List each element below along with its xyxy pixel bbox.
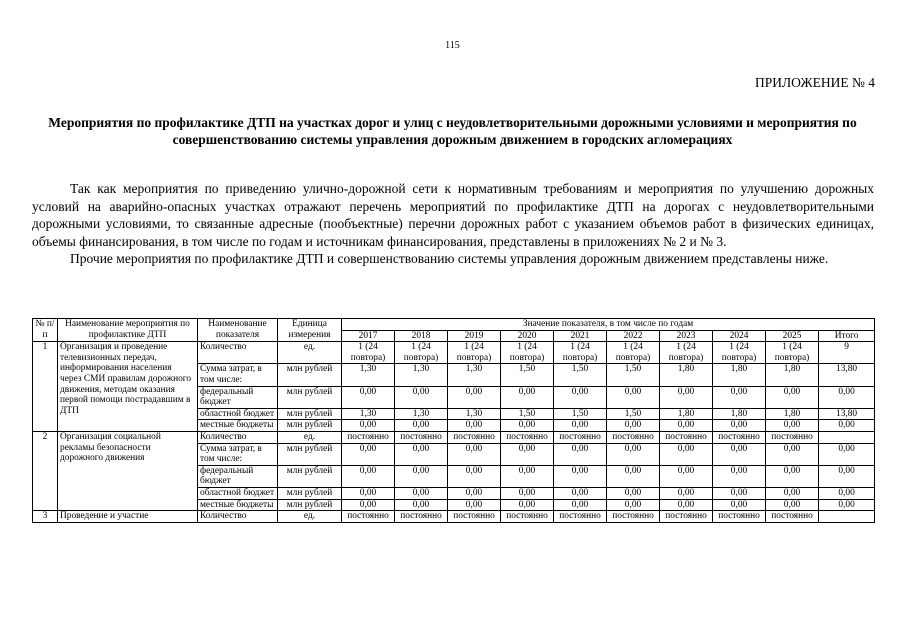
value-cell: 0,00 (448, 443, 501, 465)
value-cell: 0,00 (713, 443, 766, 465)
unit-cell: ед. (278, 431, 342, 443)
unit-cell: млн рублей (278, 499, 342, 511)
value-cell: 0,00 (766, 420, 819, 432)
value-cell: 1,50 (554, 408, 607, 420)
value-cell: 1 (24 повтора) (501, 342, 554, 364)
indicator-name: областной бюджет (198, 487, 278, 499)
value-cell: 1 (24 повтора) (766, 342, 819, 364)
value-cell: 1,80 (713, 408, 766, 420)
value-cell: постоянно (342, 431, 395, 443)
indicator-name: Количество (198, 431, 278, 443)
measure-number: 1 (33, 342, 58, 432)
value-cell: 0,00 (713, 420, 766, 432)
header-year: 2020 (501, 330, 554, 342)
indicator-name: местные бюджеты (198, 420, 278, 432)
value-cell: 1,30 (342, 364, 395, 386)
value-cell: 0,00 (554, 465, 607, 487)
value-cell: 0,00 (607, 465, 660, 487)
measures-body (33, 342, 875, 523)
table-row (33, 431, 875, 443)
value-cell: 0,00 (766, 386, 819, 408)
total-cell: 0,00 (819, 487, 875, 499)
indicator-name: местные бюджеты (198, 499, 278, 511)
value-cell: 1,30 (448, 364, 501, 386)
value-cell: 1 (24 повтора) (554, 342, 607, 364)
total-cell: 13,80 (819, 408, 875, 420)
intro-text (32, 180, 874, 268)
value-cell: постоянно (607, 511, 660, 523)
total-cell: 0,00 (819, 443, 875, 465)
value-cell: 0,00 (607, 499, 660, 511)
value-cell: постоянно (713, 431, 766, 443)
value-cell: 0,00 (607, 487, 660, 499)
value-cell: 1,50 (554, 364, 607, 386)
value-cell: 0,00 (660, 487, 713, 499)
unit-cell: млн рублей (278, 487, 342, 499)
table-row (33, 511, 875, 523)
intro-paragraph: Прочие мероприятия по профилактике ДТП и совершенствованию системы управления дорожным движением представлены ниже. (70, 251, 829, 267)
total-cell: 0,00 (819, 386, 875, 408)
value-cell: постоянно (448, 431, 501, 443)
appendix-label: ПРИЛОЖЕНИЕ № 4 (754, 75, 875, 90)
total-cell (819, 431, 875, 443)
value-cell: 0,00 (660, 420, 713, 432)
value-cell: 0,00 (713, 499, 766, 511)
indicator-name: федеральный бюджет (198, 386, 278, 408)
page-number: 115 (445, 40, 460, 51)
value-cell: 0,00 (501, 420, 554, 432)
document-title: Мероприятия по профилактике ДТП на участках дорог и улиц с неудовлетворительными дорожными условиями и мероприятия по совершенствованию системы управления дорожным движением в городских агломерациях (48, 115, 857, 147)
header-indicator: Наименование показателя (198, 319, 278, 342)
intro-paragraph: Так как мероприятия по приведению улично-дорожной сети к нормативным требованиям и мероприятия по улучшению дорожных условий на аварийно-опасных участках отражают перечень мероприятий по профилактике ДТП на дорогах с неудовлетворительными дорожными условиями, то связанные адресные (пообъектные) перечни дорожных работ с указанием объемов работ в физических единицах, объемы финансирования, в том числе по годам и источникам финансирования, представлены в приложениях № 2 и № 3. (32, 181, 874, 249)
value-cell: 0,00 (395, 499, 448, 511)
value-cell: 0,00 (342, 386, 395, 408)
header-name: Наименование мероприятия по профилактике ДТП (58, 319, 198, 342)
measure-name: Организация социальной рекламы безопасности дорожного движения (58, 431, 198, 510)
value-cell: постоянно (554, 431, 607, 443)
header-year: 2023 (660, 330, 713, 342)
value-cell: 1,80 (660, 364, 713, 386)
value-cell: 0,00 (713, 386, 766, 408)
measure-name: Организация и проведение телевизионных передач, информирования населения через СМИ правилам дорожного движения, методам оказания первой помощи пострадавшим в ДТП (58, 342, 198, 432)
value-cell: 0,00 (660, 465, 713, 487)
value-cell: 0,00 (713, 487, 766, 499)
value-cell: 0,00 (342, 420, 395, 432)
value-cell: 0,00 (660, 386, 713, 408)
value-cell: 0,00 (660, 443, 713, 465)
value-cell: постоянно (395, 511, 448, 523)
indicator-name: Сумма затрат, в том числе: (198, 443, 278, 465)
value-cell: 0,00 (448, 465, 501, 487)
value-cell: 1,50 (501, 364, 554, 386)
header-year: 2017 (342, 330, 395, 342)
unit-cell: ед. (278, 342, 342, 364)
total-cell: 9 (819, 342, 875, 364)
value-cell: 0,00 (448, 487, 501, 499)
indicator-name: Сумма затрат, в том числе: (198, 364, 278, 386)
value-cell: 0,00 (501, 499, 554, 511)
value-cell: постоянно (660, 431, 713, 443)
value-cell: 1,50 (607, 364, 660, 386)
value-cell: 1,80 (713, 364, 766, 386)
value-cell: 1,30 (448, 408, 501, 420)
header-unit: Единица измерения (278, 319, 342, 342)
value-cell: 1,30 (395, 364, 448, 386)
unit-cell: млн рублей (278, 364, 342, 386)
value-cell: 0,00 (607, 420, 660, 432)
value-cell: постоянно (342, 511, 395, 523)
header-year: 2019 (448, 330, 501, 342)
value-cell: 0,00 (501, 487, 554, 499)
measure-name: Проведение и участие (58, 511, 198, 523)
unit-cell: ед. (278, 511, 342, 523)
indicator-name: Количество (198, 342, 278, 364)
total-cell (819, 511, 875, 523)
value-cell: 0,00 (766, 499, 819, 511)
measure-number: 3 (33, 511, 58, 523)
value-cell: 1,80 (660, 408, 713, 420)
unit-cell: млн рублей (278, 408, 342, 420)
value-cell: постоянно (554, 511, 607, 523)
value-cell: 1,50 (501, 408, 554, 420)
header-row (33, 319, 875, 331)
header-year: 2022 (607, 330, 660, 342)
value-cell: 0,00 (342, 487, 395, 499)
value-cell: 0,00 (395, 386, 448, 408)
value-cell: 1 (24 повтора) (395, 342, 448, 364)
total-cell: 0,00 (819, 499, 875, 511)
value-cell: 0,00 (554, 499, 607, 511)
value-cell: 0,00 (395, 443, 448, 465)
unit-cell: млн рублей (278, 465, 342, 487)
value-cell: 0,00 (766, 487, 819, 499)
value-cell: 0,00 (395, 465, 448, 487)
value-cell: 1,50 (607, 408, 660, 420)
value-cell: 1 (24 повтора) (448, 342, 501, 364)
value-cell: 1 (24 повтора) (660, 342, 713, 364)
total-cell: 13,80 (819, 364, 875, 386)
unit-cell: млн рублей (278, 443, 342, 465)
value-cell: 0,00 (501, 465, 554, 487)
value-cell: 0,00 (448, 386, 501, 408)
value-cell: 0,00 (342, 443, 395, 465)
unit-cell: млн рублей (278, 420, 342, 432)
value-cell: 0,00 (607, 386, 660, 408)
value-cell: 0,00 (554, 443, 607, 465)
value-cell: постоянно (501, 511, 554, 523)
value-cell: 0,00 (395, 487, 448, 499)
value-cell: 1 (24 повтора) (713, 342, 766, 364)
value-cell: 1 (24 повтора) (607, 342, 660, 364)
value-cell: 1,30 (395, 408, 448, 420)
value-cell: 0,00 (660, 499, 713, 511)
header-year: 2024 (713, 330, 766, 342)
indicator-name: федеральный бюджет (198, 465, 278, 487)
value-cell: постоянно (607, 431, 660, 443)
value-cell: 0,00 (607, 443, 660, 465)
header-total: Итого (819, 330, 875, 342)
measure-number: 2 (33, 431, 58, 510)
value-cell: постоянно (448, 511, 501, 523)
indicator-name: областной бюджет (198, 408, 278, 420)
value-cell: 0,00 (554, 386, 607, 408)
value-cell: 0,00 (342, 499, 395, 511)
value-cell: 0,00 (766, 443, 819, 465)
value-cell: 0,00 (766, 465, 819, 487)
value-cell: 0,00 (501, 443, 554, 465)
total-cell: 0,00 (819, 465, 875, 487)
value-cell: постоянно (766, 431, 819, 443)
value-cell: 0,00 (554, 487, 607, 499)
table-row (33, 342, 875, 364)
value-cell: постоянно (660, 511, 713, 523)
value-cell: постоянно (501, 431, 554, 443)
indicator-name: Количество (198, 511, 278, 523)
value-cell: 0,00 (448, 499, 501, 511)
value-cell: 1,80 (766, 364, 819, 386)
header-num: № п/п (33, 319, 58, 342)
value-cell: 1,80 (766, 408, 819, 420)
unit-cell: млн рублей (278, 386, 342, 408)
value-cell: 0,00 (448, 420, 501, 432)
value-cell: постоянно (395, 431, 448, 443)
value-cell: 0,00 (713, 465, 766, 487)
value-cell: постоянно (766, 511, 819, 523)
value-cell: 0,00 (501, 386, 554, 408)
value-cell: 0,00 (395, 420, 448, 432)
value-cell: 1,30 (342, 408, 395, 420)
value-cell: 0,00 (342, 465, 395, 487)
header-year: 2021 (554, 330, 607, 342)
value-cell: 0,00 (554, 420, 607, 432)
header-year: 2018 (395, 330, 448, 342)
header-values-group: Значение показателя, в том числе по годам (342, 319, 875, 331)
value-cell: 1 (24 повтора) (342, 342, 395, 364)
measures-table (32, 318, 875, 523)
total-cell: 0,00 (819, 420, 875, 432)
value-cell: постоянно (713, 511, 766, 523)
header-year: 2025 (766, 330, 819, 342)
